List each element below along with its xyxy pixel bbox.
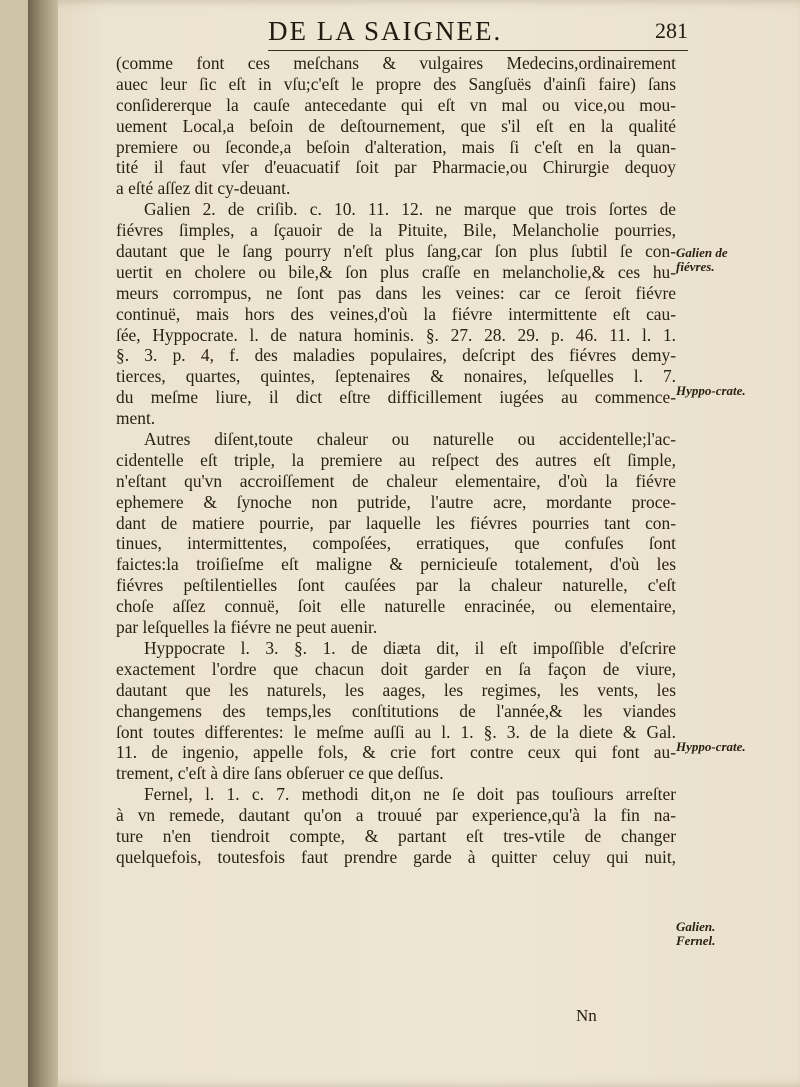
text-line: uement Local,a beſoin de deſtournement, que s'il eſt en la qualité	[116, 115, 676, 136]
text-line: meurs corrompus, ne ſont pas dans les veines: car ce ſeroit fiévre	[116, 282, 676, 303]
text-line: faictes:la troiſieſme eſt maligne & pernicieuſe totalement, d'où les	[116, 554, 676, 575]
text-line: du meſme liure, il dict eſtre difficillement iugées au commence-	[116, 387, 676, 408]
main-text	[116, 53, 676, 868]
text-line: ment.	[116, 408, 156, 429]
text-line: à vn remede, dautant qu'on a trouué par experience,qu'à la fin na-	[116, 805, 676, 826]
running-title: DE LA SAIGNEE.	[268, 16, 503, 46]
margin-note-galien: Galien de fiévres.	[676, 245, 728, 274]
book-page	[28, 0, 800, 1087]
text-line: a eſté aſſez dit cy-deuant.	[116, 178, 291, 199]
paragraph-3	[116, 429, 676, 638]
text-line: Autres diſent,toute chaleur ou naturelle ou accidentelle;l'ac-	[144, 429, 676, 450]
text-line: fiévres peſtilentielles ſont cauſées par la chaleur naturelle, c'eſt	[116, 575, 676, 596]
text-line: dautant que le ſang pourry n'eſt plus ſang,car ſon plus ſubtil ſe con-	[116, 241, 676, 262]
text-line: ture n'en tiendroit compte, & partant eſt tres-vtile de changer	[116, 825, 676, 846]
margin-note-hyppocrate-2: Hyppo-crate.	[676, 739, 746, 754]
margin-note-hyppocrate: Hyppo-crate.	[676, 383, 746, 398]
text-line: uertit en cholere ou bile,& ſon plus craſſe en melancholie,& ces hu-	[116, 261, 676, 282]
text-line: fiévres ſimples, a ſçauoir de la Pituite, Bile, Melancholie pourries,	[116, 220, 676, 241]
text-line: tité il faut vſer d'euacuatif ſoit par Pharmacie,ou Chirurgie dequoy	[116, 157, 676, 178]
book-spine-shadow	[28, 0, 58, 1087]
text-line: conſidererque la cauſe antecedante qui eſt vn mal ou vice,ou mou-	[116, 94, 676, 115]
text-line: exactement l'ordre que chacun doit garder en ſa façon de viure,	[116, 658, 676, 679]
text-line: quelquefois, toutesfois faut prendre garde à quitter celuy qui nuit,	[116, 846, 676, 867]
text-line: cidentelle eſt triple, la premiere au reſpect des autres eſt ſimple,	[116, 449, 676, 470]
margin-note-galien-fernel: Galien. Fernel.	[676, 919, 716, 948]
text-line: Fernel, l. 1. c. 7. methodi dit,on ne ſe doit pas touſiours arreſter	[144, 784, 676, 805]
signature-mark: Nn	[576, 1006, 597, 1025]
text-line: (comme font ces meſchans & vulgaires Medecins,ordinairement	[116, 53, 676, 73]
text-line: §. 3. p. 4, f. des maladies populaires, deſcript des fiévres demy-	[116, 345, 676, 366]
paragraph-1	[116, 53, 676, 199]
page-header	[268, 16, 688, 51]
text-line: trement, c'eſt à dire ſans obſeruer ce que deſſus.	[116, 763, 444, 784]
text-line: tierces, quartes, quintes, ſeptenaires & nonaires, leſquelles l. 7.	[116, 366, 676, 387]
paragraph-4	[116, 638, 676, 784]
paragraph-5	[116, 784, 676, 868]
text-line: changemens des temps,les conſtitutions de l'année,& les viandes	[116, 700, 676, 721]
text-line: 11. de ingenio, appelle fols, & crie fort contre ceux qui font au-	[116, 742, 676, 763]
text-line: tinues, intermittentes, compoſées, erratiques, que confuſes ſont	[116, 533, 676, 554]
text-line: dautant que les naturels, les aages, les regimes, les vents, les	[116, 679, 676, 700]
text-line: choſe aſſez connuë, ſoit elle naturelle enracinée, ou elementaire,	[116, 596, 676, 617]
text-line: par leſquelles la fiévre ne peut auenir.	[116, 617, 378, 638]
text-line: ephemere & ſynoche non putride, l'autre acre, mordante proce-	[116, 491, 676, 512]
paragraph-2	[116, 199, 676, 429]
text-line: n'eſtant qu'vn accroiſſement de chaleur elementaire, d'où la fiévre	[116, 470, 676, 491]
text-line: Galien 2. de criſib. c. 10. 11. 12. ne marque que trois ſortes de	[144, 199, 676, 220]
text-line: ſée, Hyppocrate. l. de natura hominis. §. 27. 28. 29. p. 46. 11. l. 1.	[116, 324, 676, 345]
text-line: auec leur ſic eſt in vſu;c'eſt le propre des Sangſuës d'ainſi faire) ſans	[116, 73, 676, 94]
text-line: Hyppocrate l. 3. §. 1. de diæta dit, il eſt impoſſible d'eſcrire	[144, 637, 676, 658]
text-line: premiere ou ſeconde,a beſoin d'alteration, mais ſi c'eſt en la quan-	[116, 136, 676, 157]
page-number: 281	[655, 18, 688, 43]
text-line: ſont toutes differentes: le meſme auſſi au l. 1. §. 3. de la diete & Gal.	[116, 721, 676, 742]
text-line: dant de matiere pourrie, par laquelle les fiévres pourries tant con-	[116, 512, 676, 533]
text-line: continuë, mais hors des veines,d'où la fiévre intermittente eſt cau-	[116, 303, 676, 324]
